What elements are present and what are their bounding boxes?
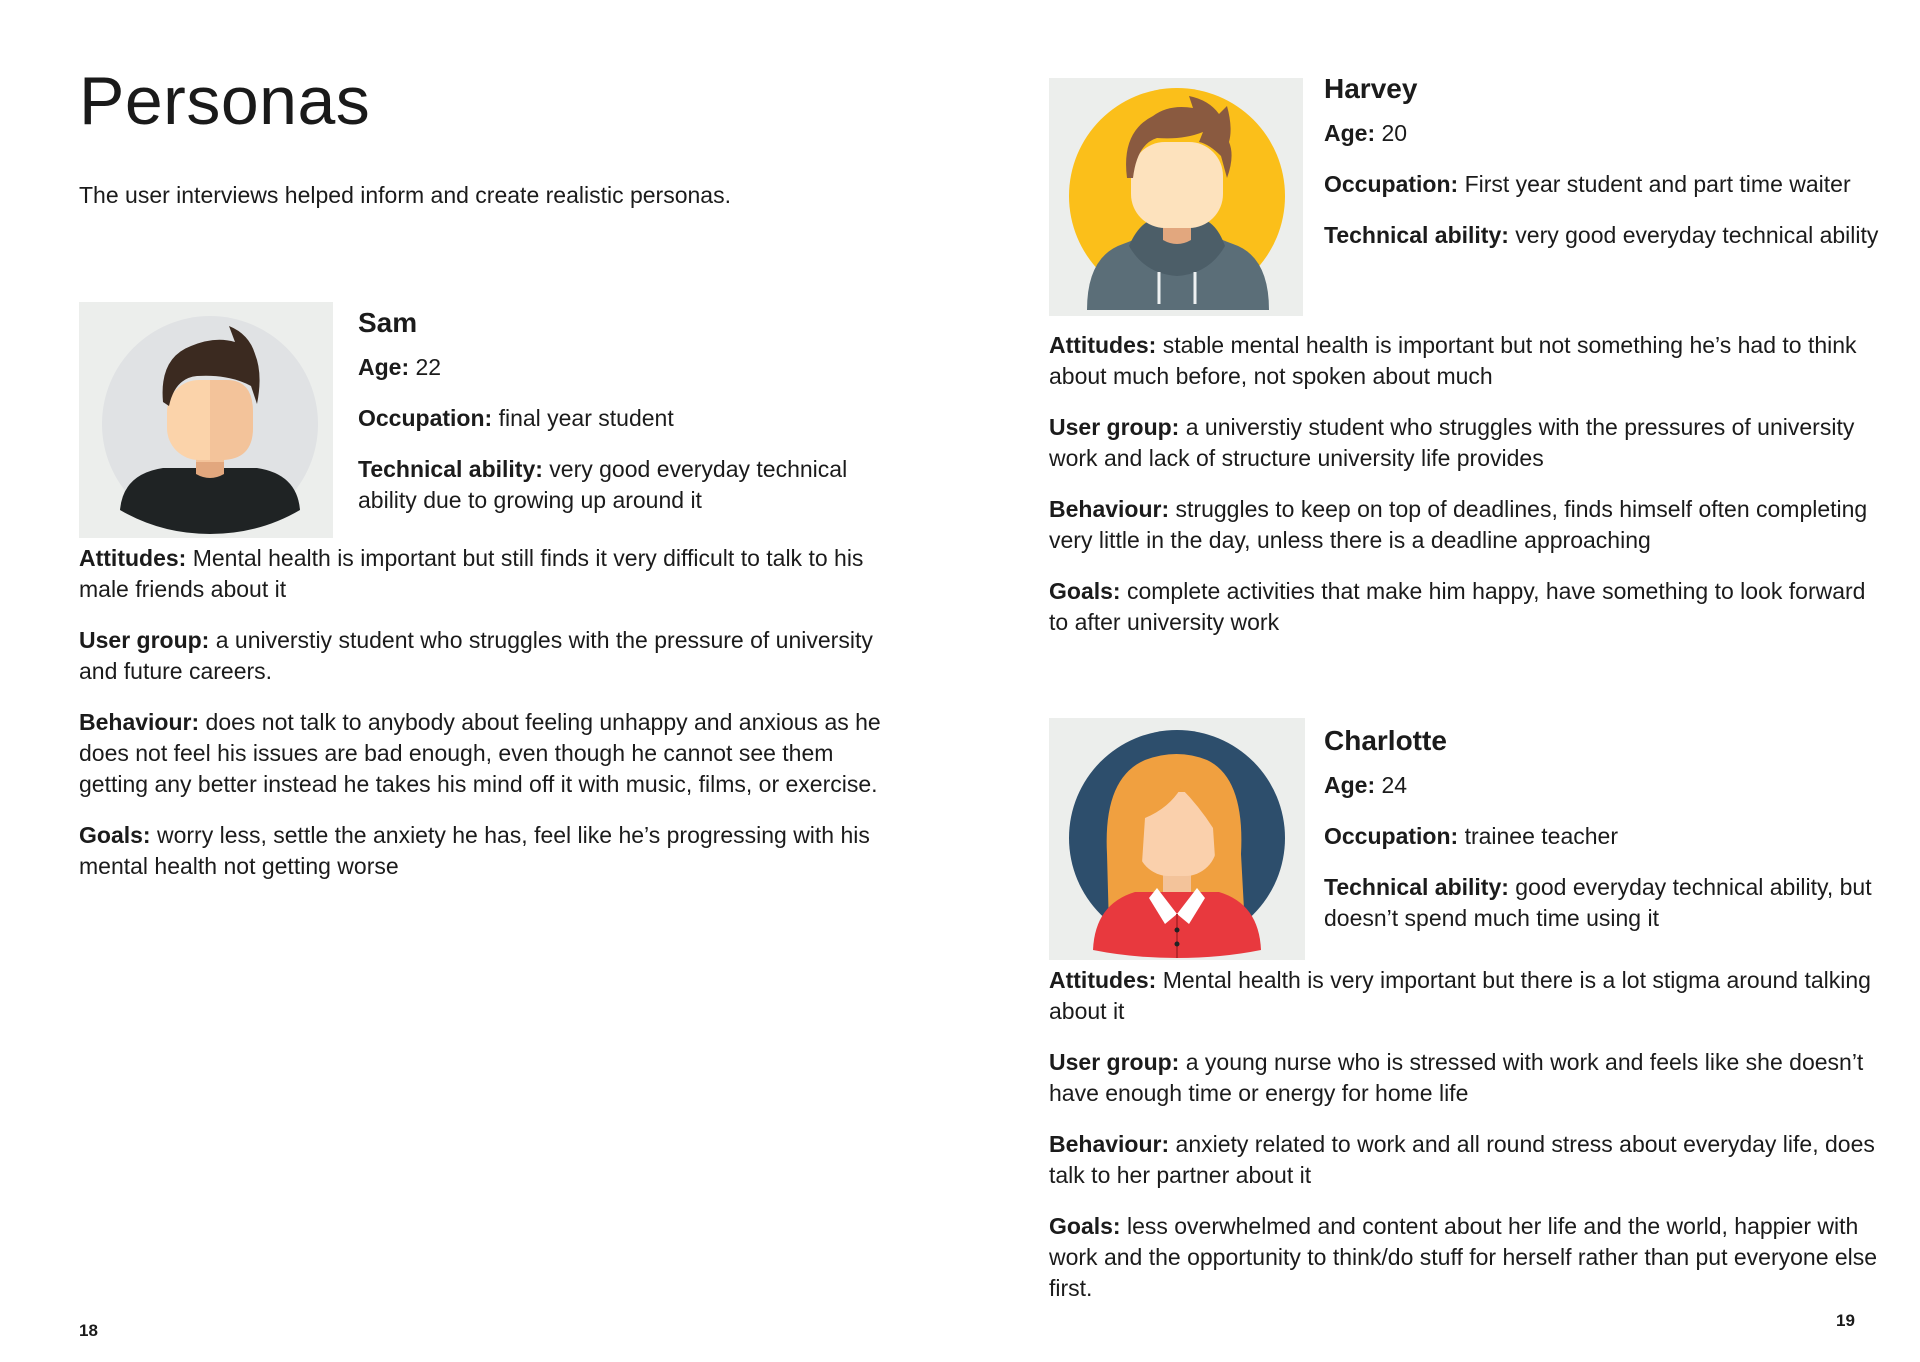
occupation-field [358,403,898,434]
behaviour-field [79,707,905,800]
technical-field [1324,220,1884,251]
sam-summary [358,304,898,516]
goals-value: worry less, settle the anxiety he has, feel like he’s progressing with his mental health not getting worse [79,822,870,879]
persona-name: Sam [358,307,418,338]
technical-value: good everyday technical ability, but doesn’t spend much time using it [1324,874,1872,931]
attitudes-label: Attitudes: [1049,332,1157,358]
occupation-label: Occupation: [1324,171,1459,197]
user-group-field [1049,1047,1883,1109]
goals-value: complete activities that make him happy, have something to look forward to after university work [1049,578,1866,635]
age-value: 20 [1381,120,1408,146]
user-group-value: a universtiy student who struggles with the pressure of university and future careers. [79,627,873,684]
harvey-details [1049,330,1883,638]
occupation-field [1324,821,1884,852]
persona-name: Harvey [1324,73,1418,104]
charlotte-details [1049,965,1883,1304]
attitudes-label: Attitudes: [1049,967,1157,993]
page-number-left: 18 [79,1321,98,1340]
sam-details [79,543,905,882]
behaviour-label: Behaviour: [1049,496,1170,522]
attitudes-field [1049,330,1883,392]
page-number-right: 19 [1836,1311,1855,1330]
user-group-value: a young nurse who is stressed with work and feels like she doesn’t have enough time or energy for home life [1049,1049,1864,1106]
user-group-field [79,625,905,687]
technical-field [1324,872,1884,934]
sam-avatar [79,302,333,538]
behaviour-value: anxiety related to work and all round stress about everyday life, does talk to her partner about it [1049,1131,1875,1188]
goals-label: Goals: [1049,578,1121,604]
age-field [358,352,898,383]
technical-field [358,454,898,516]
technical-label: Technical ability: [1324,874,1509,900]
user-group-label: User group: [1049,414,1180,440]
male-avatar-dark-hair-icon [79,302,333,538]
age-field [1324,118,1884,149]
technical-label: Technical ability: [358,456,543,482]
attitudes-value: stable mental health is important but not something he’s had to think about much before, not spoken about much [1049,332,1857,389]
behaviour-field [1049,494,1883,556]
occupation-value: trainee teacher [1464,823,1618,849]
charlotte-avatar [1049,718,1305,960]
user-group-field [1049,412,1883,474]
harvey-summary [1324,70,1884,251]
age-value: 24 [1381,772,1408,798]
attitudes-value: Mental health is very important but there is a lot stigma around talking about it [1049,967,1871,1024]
behaviour-value: struggles to keep on top of deadlines, finds himself often completing very little in the day, unless there is a deadline approaching [1049,496,1868,553]
attitudes-field [79,543,905,605]
attitudes-value: Mental health is important but still finds it very difficult to talk to his male friends about it [79,545,864,602]
occupation-value: First year student and part time waiter [1464,171,1851,197]
age-label: Age: [1324,772,1376,798]
male-avatar-hoodie-icon [1049,78,1303,316]
goals-field [1049,576,1883,638]
age-field [1324,770,1884,801]
occupation-value: final year student [498,405,674,431]
technical-label: Technical ability: [1324,222,1509,248]
goals-label: Goals: [1049,1213,1121,1239]
technical-value: very good everyday technical ability due to growing up around it [358,456,848,513]
persona-name: Charlotte [1324,725,1447,756]
intro-text: The user interviews helped inform and create realistic personas. [79,182,731,208]
occupation-label: Occupation: [358,405,493,431]
goals-field [79,820,905,882]
technical-value: very good everyday technical ability [1515,222,1879,248]
behaviour-label: Behaviour: [79,709,200,735]
female-avatar-ginger-hair-icon [1049,718,1305,960]
goals-label: Goals: [79,822,151,848]
age-label: Age: [1324,120,1376,146]
behaviour-field [1049,1129,1883,1191]
goals-value: less overwhelmed and content about her life and the world, happier with work and the opportunity to think/do stuff for herself rather than put everyone else first. [1049,1213,1878,1301]
occupation-label: Occupation: [1324,823,1459,849]
user-group-label: User group: [1049,1049,1180,1075]
age-value: 22 [415,354,442,380]
goals-field [1049,1211,1883,1304]
user-group-value: a universtiy student who struggles with the pressures of university work and lack of structure university life provides [1049,414,1855,471]
user-group-label: User group: [79,627,210,653]
occupation-field [1324,169,1884,200]
attitudes-label: Attitudes: [79,545,187,571]
charlotte-summary [1324,722,1884,934]
page-title: Personas [79,63,371,139]
behaviour-label: Behaviour: [1049,1131,1170,1157]
attitudes-field [1049,965,1883,1027]
harvey-avatar [1049,78,1303,316]
behaviour-value: does not talk to anybody about feeling unhappy and anxious as he does not feel his issues are bad enough, even though he cannot see them getting any better instead he takes his mind off it with music, films, or exercise. [79,709,881,797]
age-label: Age: [358,354,410,380]
